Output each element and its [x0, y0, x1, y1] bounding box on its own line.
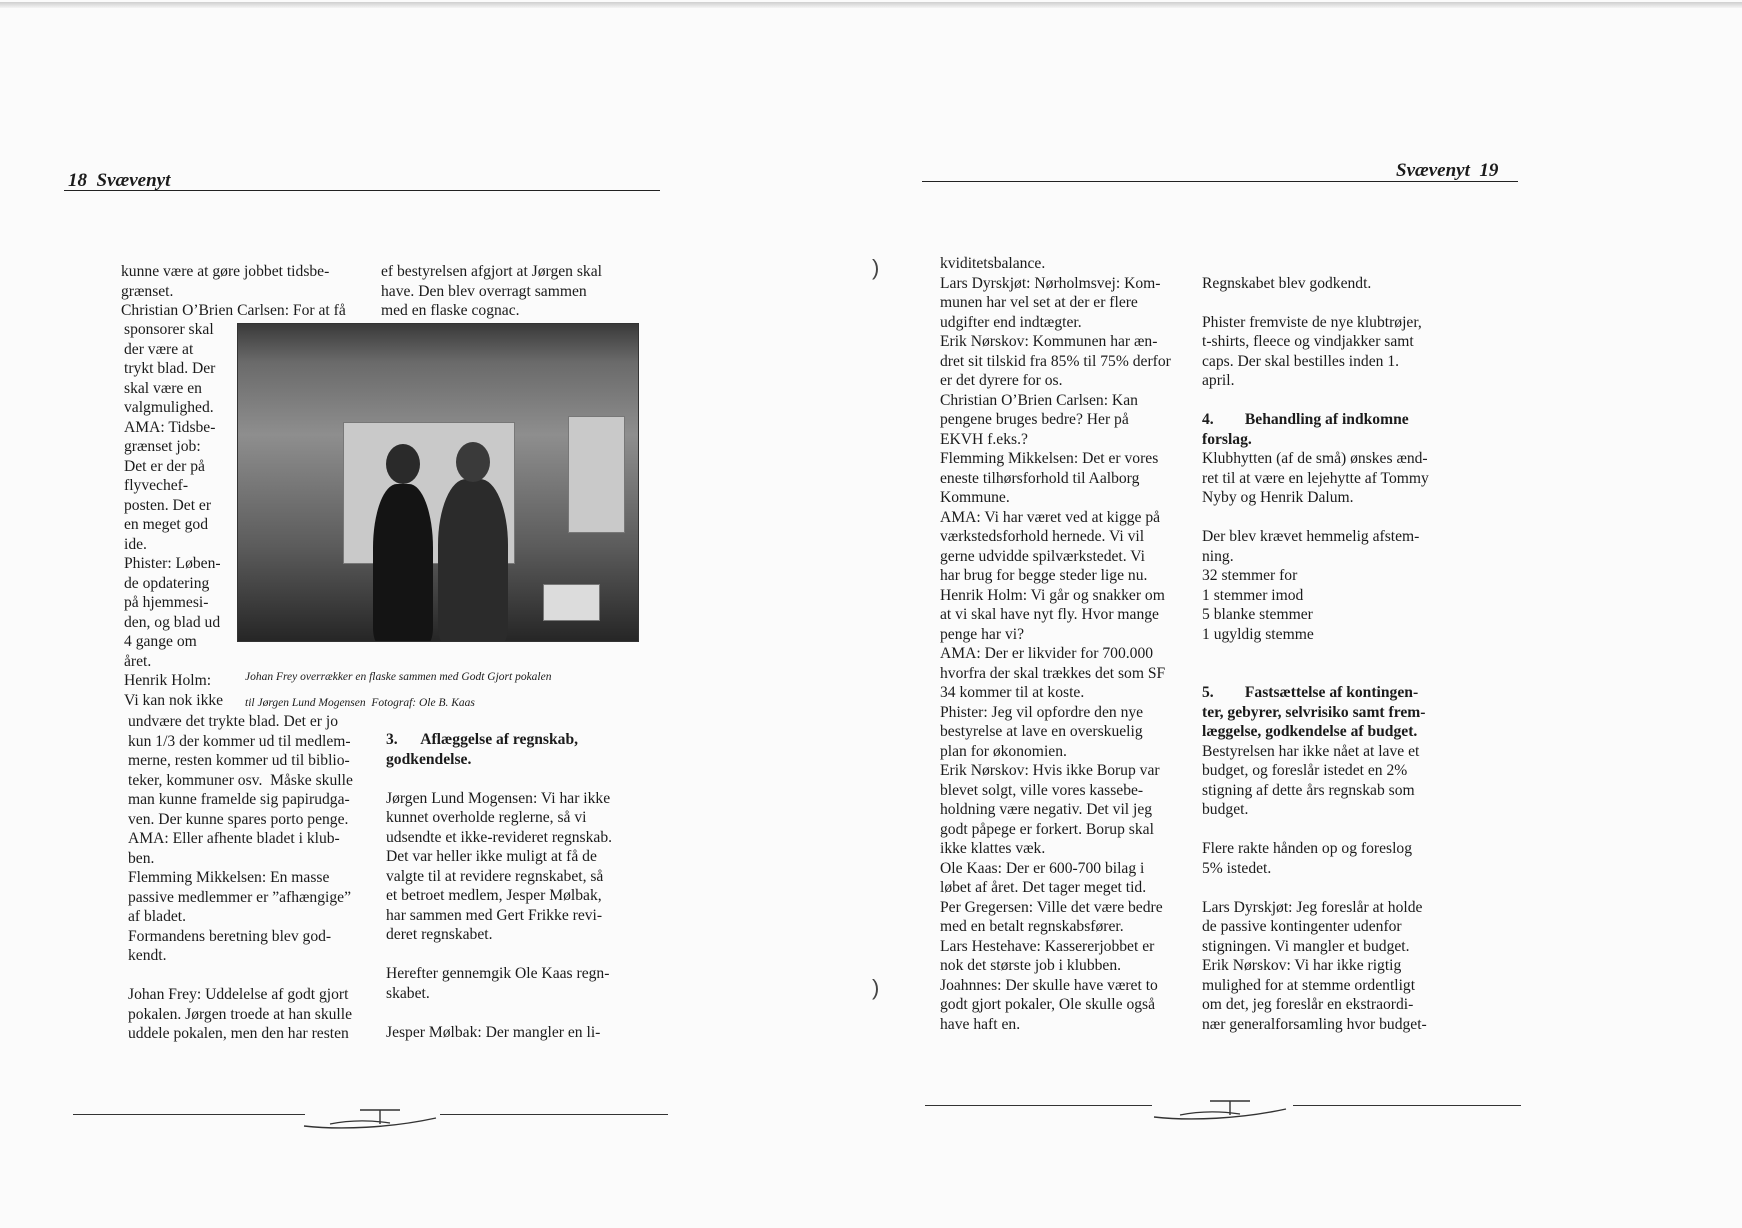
text-line: EKVH f.eks.?	[940, 430, 1028, 448]
text-line: med en betalt regnskabsfører.	[940, 918, 1124, 935]
text-line: grænset job:	[124, 438, 201, 455]
text-line: Formandens beretning blev god-	[128, 927, 332, 945]
text-line: godkendelse.	[386, 750, 472, 768]
text-line: flyvechef-	[124, 477, 189, 494]
text-line: 34 kommer til at koste.	[940, 684, 1085, 701]
page-header-left: 18 Svævenyt	[68, 170, 171, 191]
text-line: have haft en.	[940, 1015, 1021, 1033]
text-line: Bestyrelsen har ikke nået at lave et	[1202, 742, 1420, 760]
text-line: Herefter gennemgik Ole Kaas regn-	[386, 965, 610, 982]
text-line: ef bestyrelsen afgjort at Jørgen skal	[381, 263, 602, 280]
text-line: 5. Fastsættelse af kontingen-	[1202, 684, 1419, 701]
text-line: 4 gange om	[124, 633, 197, 650]
text-line: forslag.	[1202, 430, 1252, 448]
text-line: t-shirts, fleece og vindjakker samt	[1202, 333, 1414, 350]
text-line	[1202, 644, 1472, 664]
text-line: hvorfra der skal trækkes det som SF	[940, 664, 1166, 682]
text-line: penge har vi?	[940, 625, 1024, 643]
text-line: Vi kan nok ikke	[124, 691, 224, 709]
text-line: Jørgen Lund Mogensen: Vi har ikke	[386, 789, 611, 807]
text-line: godt gjort pokaler, Ole skulle også	[940, 996, 1156, 1013]
text-line: trykt blad. Der	[124, 360, 216, 377]
text-line: nær generalforsamling hvor budget-	[1202, 1015, 1427, 1033]
text-line: munen har vel set at der er flere	[940, 294, 1138, 311]
text-line	[1202, 820, 1472, 840]
text-line: eneste tilhørsforhold til Aalborg	[940, 469, 1140, 487]
text-line: plan for økonomien.	[940, 742, 1067, 760]
right-col2	[1202, 254, 1472, 1034]
text-line: Nyby og Henrik Dalum.	[1202, 489, 1354, 506]
text-line	[1202, 664, 1472, 684]
text-line: undvære det trykte blad. Det er jo	[128, 713, 339, 730]
text-line: gerne udvidde spilværkstedet. Vi	[940, 547, 1145, 565]
text-line: løbet af året. Det tager meget tid.	[940, 879, 1147, 896]
text-line: have. Den blev overragt sammen	[381, 282, 587, 300]
text-line: Flemming Mikkelsen: Det er vores	[940, 450, 1159, 467]
footer-rule-right-a	[925, 1105, 1152, 1106]
text-line: ning.	[1202, 547, 1234, 565]
text-line: Der blev krævet hemmelig afstem-	[1202, 528, 1420, 545]
text-line: uddele pokalen, men den har resten	[128, 1025, 349, 1042]
header-rule-right	[922, 181, 1518, 182]
text-line: caps. Der skal bestilles inden 1.	[1202, 352, 1400, 370]
text-line: sponsorer skal	[124, 321, 214, 338]
text-line: teker, kommuner osv. Måske skulle	[128, 771, 353, 789]
text-line: 1 stemmer imod	[1202, 586, 1304, 604]
text-line: bestyrelse at lave en overskuelig	[940, 723, 1143, 740]
text-line: deret regnskabet.	[386, 926, 493, 943]
text-line: Klubhytten (af de små) ønskes ænd-	[1202, 450, 1428, 467]
text-line: Flemming Mikkelsen: En masse	[128, 869, 330, 886]
text-line: den, og blad ud	[124, 613, 221, 631]
text-line: Phister: Jeg vil opfordre den nye	[940, 703, 1144, 721]
text-line: på hjemmesi-	[124, 594, 209, 611]
text-line: AMA: Eller afhente bladet i klub-	[128, 830, 340, 847]
text-line: budget.	[1202, 801, 1249, 818]
text-line: 1 ugyldig stemme	[1202, 625, 1314, 643]
text-line: værkstedsforhold hernede. Vi vil	[940, 528, 1145, 545]
text-line: Regnskabet blev godkendt.	[1202, 274, 1372, 292]
text-line: de passive kontingenter udenfor	[1202, 918, 1402, 935]
text-line: april.	[1202, 372, 1235, 389]
text-line: Erik Nørskov: Kommunen har æn-	[940, 333, 1158, 350]
text-line: har brug for begge steder lige nu.	[940, 567, 1148, 584]
text-line: 5 blanke stemmer	[1202, 606, 1313, 623]
text-line: Phister fremviste de nye klubtrøjer,	[1202, 313, 1422, 331]
text-line: Jesper Mølbak: Der mangler en li-	[386, 1023, 601, 1041]
text-line: Henrik Holm: Vi går og snakker om	[940, 586, 1165, 604]
text-line: Christian O’Brien Carlsen: Kan	[940, 391, 1138, 409]
text-line: Lars Dyrskjøt: Nørholmsvej: Kom-	[940, 274, 1161, 292]
text-line	[1202, 508, 1472, 528]
text-line: Phister: Løben-	[124, 555, 221, 572]
text-line: stigning af dette års regnskab som	[1202, 781, 1415, 799]
text-line: Lars Hestehave: Kassererjobbet er	[940, 937, 1155, 955]
text-line: de opdatering	[124, 574, 210, 592]
text-line: udgifter end indtægter.	[940, 313, 1082, 331]
text-line: holdning være negativ. Det vil jeg	[940, 801, 1153, 818]
text-line: læggelse, godkendelse af budget.	[1202, 723, 1418, 740]
text-line: merne, resten kommer ud til biblio-	[128, 752, 350, 769]
text-line	[1202, 878, 1472, 898]
glider-icon	[1150, 1095, 1290, 1125]
text-line: skal være en	[124, 379, 202, 397]
binding-mark-top: )	[872, 255, 880, 280]
text-line: AMA: Der er likvider for 700.000	[940, 645, 1154, 662]
text-line: nok det største job i klubben.	[940, 957, 1122, 974]
text-line: der være at	[124, 340, 194, 358]
text-line: 32 stemmer for	[1202, 567, 1298, 584]
text-line: har sammen med Gert Frikke revi-	[386, 906, 603, 924]
text-line	[1202, 293, 1472, 313]
text-line: dret sit tilskid fra 85% til 75% derfor	[940, 352, 1171, 370]
text-line: budget, og foreslår istedet en 2%	[1202, 762, 1408, 779]
text-line: ven. Der kunne spares porto penge.	[128, 810, 349, 828]
text-line: Johan Frey overrækker en flaske sammen med Godt Gjort pokalen	[245, 670, 552, 683]
text-line: kun 1/3 der kommer ud til medlem-	[128, 732, 351, 750]
text-line: pokalen. Jørgen troede at han skulle	[128, 1005, 353, 1023]
text-line: af bladet.	[128, 908, 187, 925]
text-line: pengene bruges bedre? Her på	[940, 411, 1129, 428]
text-line: ter, gebyrer, selvrisiko samt frem-	[1202, 703, 1426, 721]
text-line: ikke klattes væk.	[940, 840, 1046, 857]
text-line: Henrik Holm:	[124, 672, 212, 689]
text-line: at vi skal have nyt fly. Hvor mange	[940, 606, 1159, 623]
text-line: godt påpege er forkert. Borup skal	[940, 820, 1154, 838]
text-line: AMA: Vi har været ved at kigge på	[940, 508, 1161, 526]
text-line: til Jørgen Lund Mogensen Fotograf: Ole B. Kaas	[245, 697, 475, 709]
text-line: ben.	[128, 849, 155, 867]
text-line: Det var heller ikke muligt at få de	[386, 848, 597, 865]
text-line: 5% istedet.	[1202, 859, 1272, 877]
text-line: med en flaske cognac.	[381, 302, 520, 319]
text-line: skabet.	[386, 984, 430, 1002]
page-header-right: Svævenyt 19	[1396, 160, 1499, 181]
text-line: Christian O’Brien Carlsen: For at få	[121, 302, 346, 319]
text-line: udsendte et ikke-revideret regnskab.	[386, 828, 613, 846]
text-line: en meget god	[124, 516, 209, 533]
text-line: blevet solgt, ville vores kassebe-	[940, 781, 1144, 799]
text-line: man kunne framelde sig papirudga-	[128, 791, 350, 808]
text-line: Johan Frey: Uddelelse af godt gjort	[128, 986, 349, 1003]
text-line: Flere rakte hånden op og foreslog	[1202, 840, 1413, 857]
text-line: et betroet medlem, Jesper Mølbak,	[386, 887, 602, 904]
text-line: valgmulighed.	[124, 399, 214, 416]
text-line: kendt.	[128, 947, 167, 964]
text-line: ret til at være en lejehytte af Tommy	[1202, 469, 1429, 487]
text-line: kunne være at gøre jobbet tidsbe-	[121, 263, 330, 280]
text-line	[1202, 254, 1472, 274]
text-line	[1202, 391, 1472, 411]
text-line: Per Gregersen: Ville det være bedre	[940, 898, 1163, 916]
text-line: er det dyrere for os.	[940, 372, 1063, 389]
text-line: Joahnnes: Der skulle have været to	[940, 976, 1158, 994]
text-line: grænset.	[121, 282, 174, 300]
text-line: 3. Aflæggelse af regnskab,	[386, 731, 579, 748]
text-line: mulighed for at stemme ordentligt	[1202, 976, 1416, 994]
right-col1	[940, 254, 1210, 1034]
text-line: om det, jeg foreslår en ekstraordi-	[1202, 996, 1414, 1013]
text-line: Lars Dyrskjøt: Jeg foreslår at holde	[1202, 898, 1423, 916]
text-line: Det er der på	[124, 457, 205, 475]
text-line: Kommune.	[940, 489, 1010, 506]
text-line: kunnet overholde reglerne, så vi	[386, 809, 587, 826]
binding-mark-bottom: )	[872, 975, 880, 1000]
text-line: AMA: Tidsbe-	[124, 418, 216, 436]
text-line: posten. Det er	[124, 496, 212, 514]
text-line: kviditetsbalance.	[940, 255, 1046, 272]
text-line: Erik Nørskov: Hvis ikke Borup var	[940, 762, 1160, 779]
text-line: stigningen. Vi mangler et budget.	[1202, 937, 1410, 955]
text-line: 4. Behandling af indkomne	[1202, 411, 1409, 428]
text-line: valgte til at revidere regnskabet, så	[386, 867, 604, 885]
text-line: Ole Kaas: Der er 600-700 bilag i	[940, 859, 1145, 877]
text-line: passive medlemmer er ”afhængige”	[128, 888, 351, 906]
footer-rule-right-b	[1293, 1105, 1521, 1106]
text-line: ide.	[124, 535, 147, 553]
text-line: året.	[124, 652, 152, 670]
text-line: Erik Nørskov: Vi har ikke rigtig	[1202, 957, 1402, 974]
